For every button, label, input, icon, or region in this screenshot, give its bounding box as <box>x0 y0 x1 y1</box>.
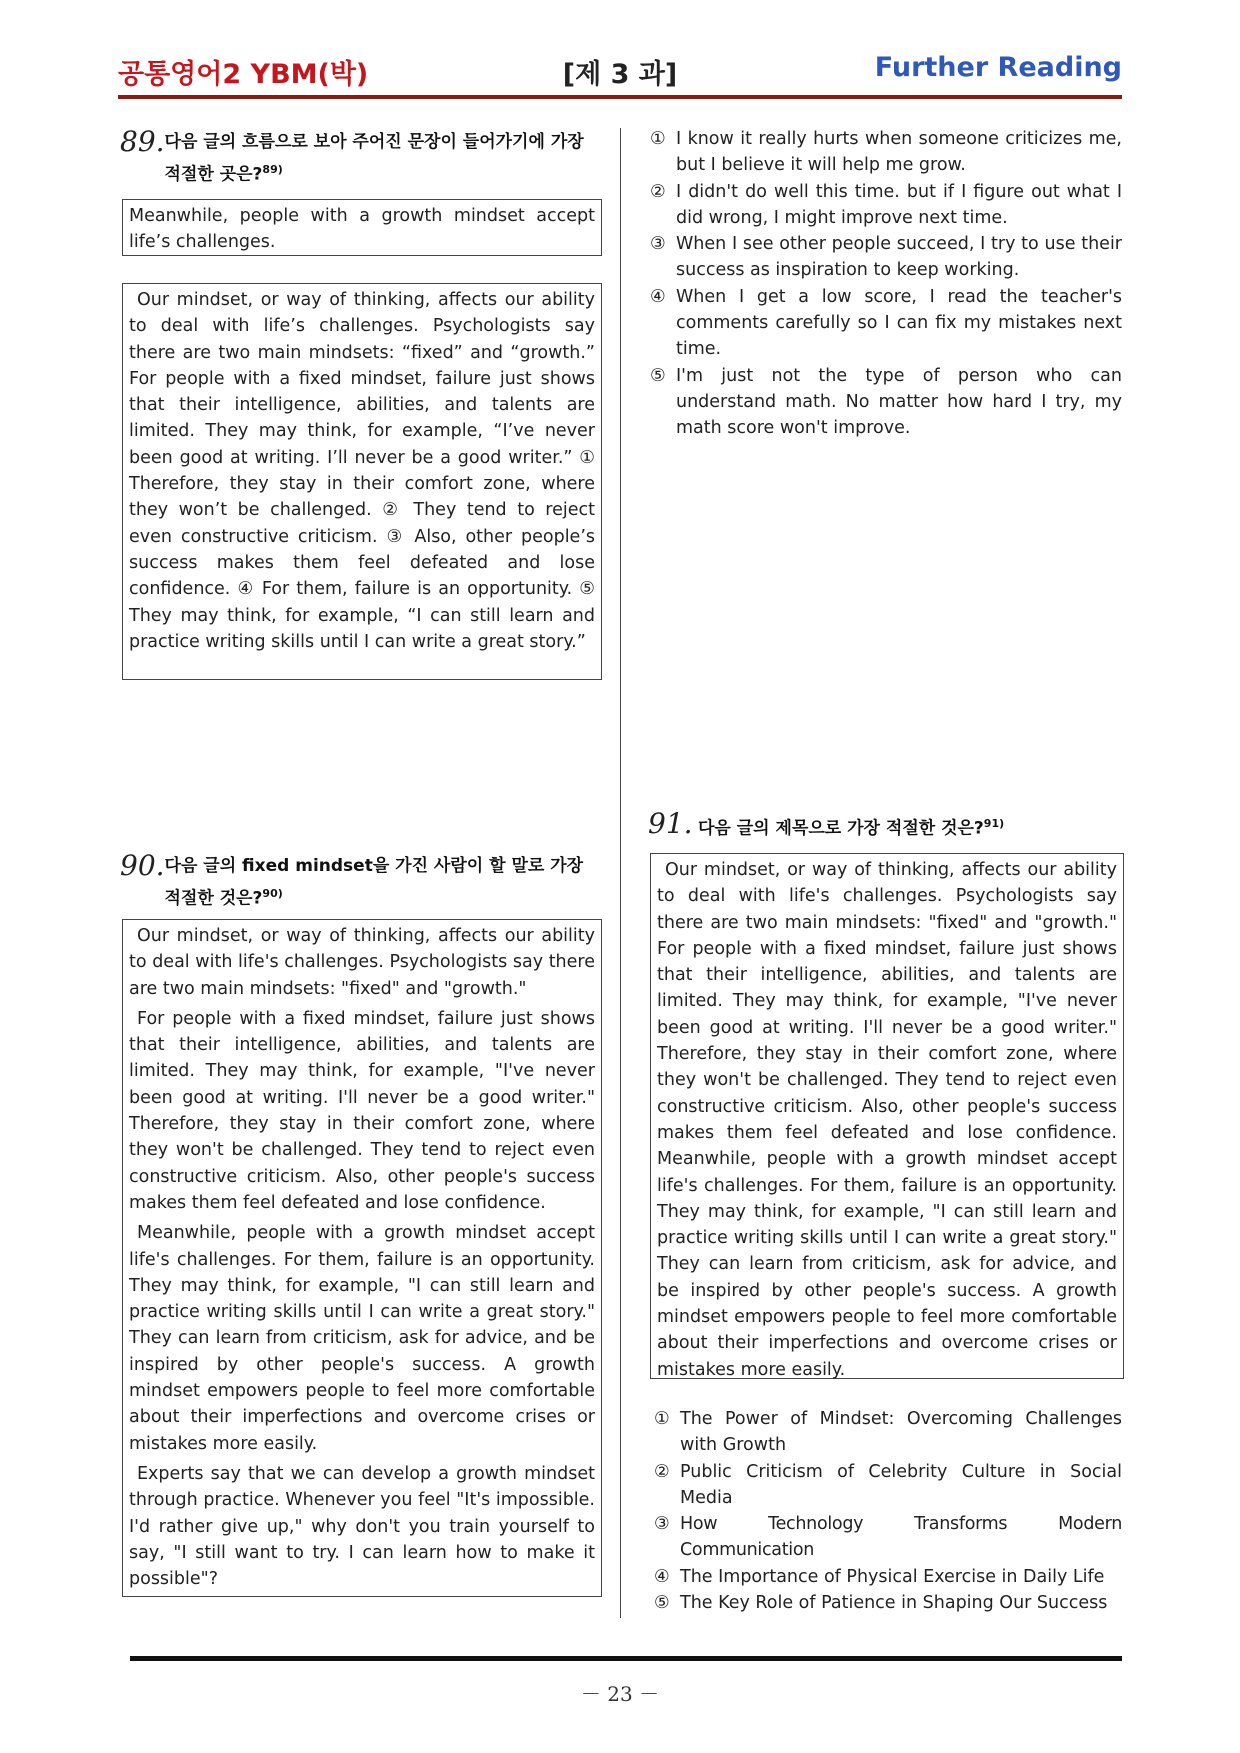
question-91-header <box>648 807 1122 843</box>
question-89-header <box>120 125 600 189</box>
section-title: Further Reading <box>874 52 1122 83</box>
choice-2[interactable]: ② I didn't do well this time. but if I figure out what I did wrong, I might improve next time. <box>650 181 1122 228</box>
column-divider <box>620 128 621 1618</box>
given-sentence-box <box>122 199 602 256</box>
choice-1[interactable]: ① I know it really hurts when someone criticizes me, but I believe it will help me grow. <box>650 129 1122 176</box>
choice-1[interactable]: ① The Power of Mindset: Overcoming Challenges with Growth <box>654 1409 1122 1456</box>
passage-paragraph: For people with a fixed mindset, failure just shows that their intelligence, abilities, and talents are limited. They may think, for example, "I've never been good at writing. I'll never be a good writer." Therefore, they stay in their comfort zone, where they won't be challenged. They tend to reject even constructive criticism. Also, other people's success makes them feel defeated and lose confidence. <box>129 1008 595 1213</box>
choice-5[interactable]: ⑤ I'm just not the type of person who can understand math. No matter how hard I try, my math score won't improve. <box>650 365 1122 439</box>
footnote-ref: 89) <box>262 163 283 176</box>
page-number: － 23 － <box>580 1682 660 1706</box>
question-prompt: 다음 글의 흐름으로 보아 주어진 문장이 들어가기에 가장 적절한 곳은?$^{89)}$ <box>164 132 584 185</box>
question-prompt: 다음 글의 제목으로 가장 적절한 것은?$^{91)}$ <box>698 817 1005 839</box>
footnote-ref: 90) <box>262 887 283 900</box>
question-number: 89. <box>120 125 165 158</box>
choice-4[interactable]: ④ When I get a low score, I read the teacher's comments carefully so I can fix my mistakes next time. <box>650 286 1122 360</box>
footnote-ref: 91) <box>983 817 1005 830</box>
passage-text: Our mindset, or way of thinking, affects our ability to deal with life's challenges. Psychologists say there are two main mindsets: "fixed" and "growth." For people with a fixed mindset, failure just shows that their intelligence, abilities, and talents are limited. They may think, for example, "I've never been good at writing. I'll never be a good writer." Therefore, they stay in their comfort zone, where they won't be challenged. They tend to reject even constructive criticism. Also, other people's success makes them feel defeated and lose confidence. Meanwhile, people with a growth mindset accept life's challenges. For them, failure is an opportunity. They may think, for example, "I can still learn and practice writing skills until I can write a great story." They can learn from criticism, ask for advice, and be inspired by other people's success. A growth mindset empowers people to feel more comfortable about their imperfections and overcome crises or mistakes more easily. <box>657 860 1117 1380</box>
footer-rule <box>130 1656 1122 1661</box>
passage-paragraph: Meanwhile, people with a growth mindset accept life's challenges. For them, failure is an opportunity. They may think, for example, "I can still learn and practice writing skills until I can write a great story." They can learn from criticism, ask for advice, and be inspired by other people's success. A growth mindset empowers people to feel more comfortable about their imperfections and overcome crises or mistakes more easily. <box>129 1223 595 1454</box>
question-91-choices <box>654 1406 1122 1616</box>
choice-5[interactable]: ⑤ The Key Role of Patience in Shaping Our Success <box>654 1593 1108 1614</box>
question-90-choices <box>650 126 1122 442</box>
passage-box-91 <box>650 853 1124 1379</box>
subject-title: 공통영어2 YBM(박) <box>118 59 369 90</box>
lesson-number: [제 3 과] <box>562 59 678 90</box>
question-number: 91. <box>648 807 693 840</box>
passage-paragraph: Our mindset, or way of thinking, affects our ability to deal with life's challenges. Psychologists say there are two main mindsets: "fixed" and "growth." <box>129 926 595 999</box>
question-90-header <box>120 849 600 913</box>
passage-box-89 <box>122 283 602 680</box>
choice-3[interactable]: ③ How Technology Transforms Modern Communication <box>654 1514 1122 1561</box>
choice-3[interactable]: ③ When I see other people succeed, I try to use their success as inspiration to keep working. <box>650 234 1122 281</box>
question-number: 90. <box>120 849 165 882</box>
given-sentence: Meanwhile, people with a growth mindset accept life’s challenges. <box>129 206 595 253</box>
passage-text: Our mindset, or way of thinking, affects our ability to deal with life’s challenges. Psychologists say there are two main mindsets: “fixed” and “growth.” For people with a fixed mindset, failure just shows that their intelligence, abilities, and talents are limited. They may think, for example, “I’ve never been good at writing. I’ll never be a good writer.” ① Therefore, they stay in their comfort zone, where they won’t be challenged. ② They tend to reject even constructive criticism. ③ Also, other people’s success makes them feel defeated and lose confidence. ④ For them, failure is an opportunity. ⑤ They may think, for example, “I can still learn and practice writing skills until I can write a great story.” <box>129 290 595 652</box>
header-rule <box>118 95 1122 99</box>
choice-2[interactable]: ② Public Criticism of Celebrity Culture in Social Media <box>654 1461 1122 1508</box>
question-prompt: 다음 글의 fixed mindset을 가진 사람이 할 말로 가장 적절한 것은?$^{90)}$ <box>164 856 584 909</box>
passage-box-90 <box>122 919 602 1597</box>
passage-paragraph: Experts say that we can develop a growth mindset through practice. Whenever you feel "It's impossible. I'd rather give up," why don't you train yourself to say, "I still want to try. I can learn how to make it possible"? <box>129 1463 595 1590</box>
choice-4[interactable]: ④ The Importance of Physical Exercise in Daily Life <box>654 1566 1105 1587</box>
